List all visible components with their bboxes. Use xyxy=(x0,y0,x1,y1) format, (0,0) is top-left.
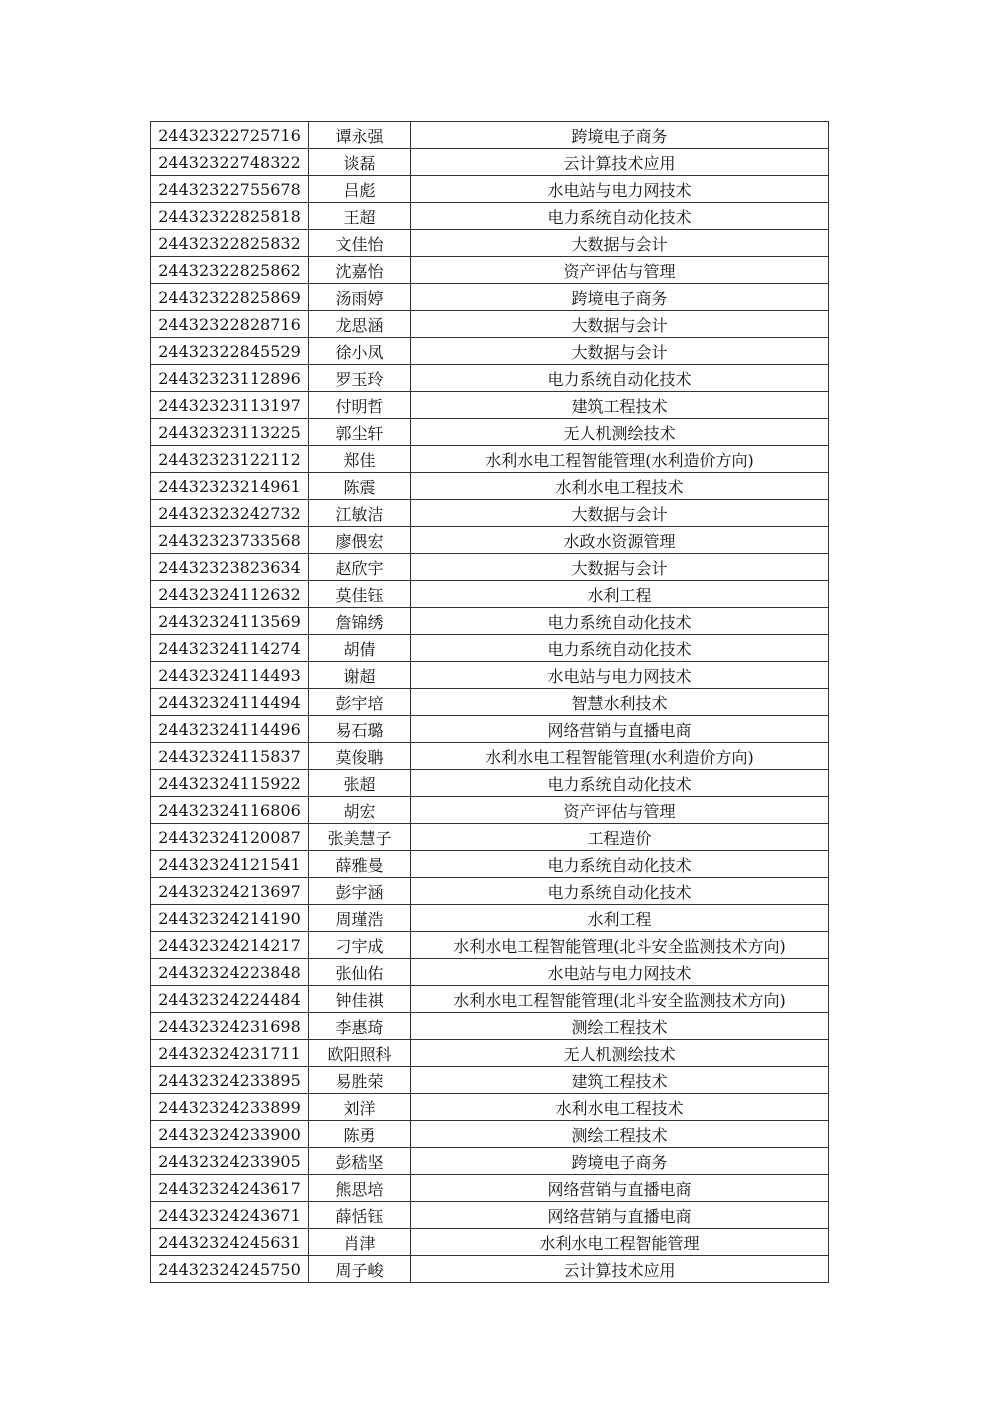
student-name-cell: 莫佳钰 xyxy=(309,581,411,608)
major-cell: 水利水电工程智能管理(北斗安全监测技术方向) xyxy=(411,986,829,1013)
exam-number-cell: 24432324243671 xyxy=(151,1202,309,1229)
exam-number-cell: 24432322825862 xyxy=(151,257,309,284)
exam-number-cell: 24432324115837 xyxy=(151,743,309,770)
major-cell: 大数据与会计 xyxy=(411,500,829,527)
table-row xyxy=(151,446,829,473)
major-cell: 电力系统自动化技术 xyxy=(411,203,829,230)
table-row xyxy=(151,122,829,149)
major-cell: 电力系统自动化技术 xyxy=(411,851,829,878)
exam-number-cell: 24432322725716 xyxy=(151,122,309,149)
table-row xyxy=(151,203,829,230)
table-row xyxy=(151,1229,829,1256)
student-name-cell: 江敏洁 xyxy=(309,500,411,527)
exam-number-cell: 24432324120087 xyxy=(151,824,309,851)
table-row xyxy=(151,1013,829,1040)
table-row xyxy=(151,473,829,500)
student-name-cell: 周瑾浩 xyxy=(309,905,411,932)
student-name-cell: 彭嵇坚 xyxy=(309,1148,411,1175)
student-name-cell: 郭尘轩 xyxy=(309,419,411,446)
exam-number-cell: 24432324116806 xyxy=(151,797,309,824)
table-row xyxy=(151,797,829,824)
major-cell: 水政水资源管理 xyxy=(411,527,829,554)
table-row xyxy=(151,743,829,770)
exam-number-cell: 24432324233895 xyxy=(151,1067,309,1094)
major-cell: 大数据与会计 xyxy=(411,338,829,365)
table-row xyxy=(151,689,829,716)
major-cell: 水利工程 xyxy=(411,905,829,932)
exam-number-cell: 24432322825869 xyxy=(151,284,309,311)
major-cell: 电力系统自动化技术 xyxy=(411,635,829,662)
table-row xyxy=(151,1121,829,1148)
student-name-cell: 沈嘉怡 xyxy=(309,257,411,284)
major-cell: 测绘工程技术 xyxy=(411,1121,829,1148)
table-row xyxy=(151,770,829,797)
student-name-cell: 胡倩 xyxy=(309,635,411,662)
exam-number-cell: 24432322828716 xyxy=(151,311,309,338)
exam-number-cell: 24432324121541 xyxy=(151,851,309,878)
student-name-cell: 廖偎宏 xyxy=(309,527,411,554)
exam-number-cell: 24432324224484 xyxy=(151,986,309,1013)
exam-number-cell: 24432323112896 xyxy=(151,365,309,392)
table-row xyxy=(151,176,829,203)
exam-number-cell: 24432324114494 xyxy=(151,689,309,716)
table-row xyxy=(151,878,829,905)
table-row xyxy=(151,581,829,608)
table-row xyxy=(151,608,829,635)
student-name-cell: 熊思培 xyxy=(309,1175,411,1202)
exam-number-cell: 24432323122112 xyxy=(151,446,309,473)
student-name-cell: 陈震 xyxy=(309,473,411,500)
exam-number-cell: 24432324243617 xyxy=(151,1175,309,1202)
major-cell: 测绘工程技术 xyxy=(411,1013,829,1040)
table-row xyxy=(151,1148,829,1175)
table-row xyxy=(151,230,829,257)
table-row xyxy=(151,716,829,743)
major-cell: 电力系统自动化技术 xyxy=(411,365,829,392)
student-name-cell: 周子峻 xyxy=(309,1256,411,1283)
table-row xyxy=(151,365,829,392)
student-name-cell: 易石璐 xyxy=(309,716,411,743)
exam-number-cell: 24432324214190 xyxy=(151,905,309,932)
major-cell: 大数据与会计 xyxy=(411,230,829,257)
major-cell: 水利水电工程技术 xyxy=(411,1094,829,1121)
major-cell: 云计算技术应用 xyxy=(411,149,829,176)
student-name-cell: 谢超 xyxy=(309,662,411,689)
table-row xyxy=(151,1040,829,1067)
student-name-cell: 罗玉玲 xyxy=(309,365,411,392)
exam-number-cell: 24432323242732 xyxy=(151,500,309,527)
table-row xyxy=(151,284,829,311)
table-row xyxy=(151,932,829,959)
table-row xyxy=(151,311,829,338)
exam-number-cell: 24432323214961 xyxy=(151,473,309,500)
table-row xyxy=(151,1175,829,1202)
student-name-cell: 胡宏 xyxy=(309,797,411,824)
major-cell: 水利水电工程智能管理(北斗安全监测技术方向) xyxy=(411,932,829,959)
exam-number-cell: 24432322748322 xyxy=(151,149,309,176)
major-cell: 水电站与电力网技术 xyxy=(411,176,829,203)
exam-number-cell: 24432323113225 xyxy=(151,419,309,446)
student-name-cell: 王超 xyxy=(309,203,411,230)
major-cell: 跨境电子商务 xyxy=(411,122,829,149)
major-cell: 水电站与电力网技术 xyxy=(411,959,829,986)
exam-number-cell: 24432324245631 xyxy=(151,1229,309,1256)
table-row xyxy=(151,1202,829,1229)
student-name-cell: 易胜荣 xyxy=(309,1067,411,1094)
student-name-cell: 徐小凤 xyxy=(309,338,411,365)
exam-number-cell: 24432323113197 xyxy=(151,392,309,419)
table-row xyxy=(151,554,829,581)
table-row xyxy=(151,1256,829,1283)
table-row xyxy=(151,851,829,878)
student-name-cell: 张超 xyxy=(309,770,411,797)
student-name-cell: 汤雨婷 xyxy=(309,284,411,311)
exam-number-cell: 24432324233899 xyxy=(151,1094,309,1121)
major-cell: 工程造价 xyxy=(411,824,829,851)
exam-number-cell: 24432322755678 xyxy=(151,176,309,203)
exam-number-cell: 24432324114496 xyxy=(151,716,309,743)
exam-number-cell: 24432322845529 xyxy=(151,338,309,365)
major-cell: 跨境电子商务 xyxy=(411,284,829,311)
table-row xyxy=(151,959,829,986)
student-name-cell: 谈磊 xyxy=(309,149,411,176)
major-cell: 网络营销与直播电商 xyxy=(411,716,829,743)
table-row xyxy=(151,905,829,932)
table-row xyxy=(151,338,829,365)
exam-number-cell: 24432324233905 xyxy=(151,1148,309,1175)
major-cell: 资产评估与管理 xyxy=(411,257,829,284)
table-row xyxy=(151,824,829,851)
exam-number-cell: 24432324245750 xyxy=(151,1256,309,1283)
major-cell: 水利水电工程智能管理(水利造价方向) xyxy=(411,446,829,473)
table-row xyxy=(151,1067,829,1094)
exam-number-cell: 24432324112632 xyxy=(151,581,309,608)
exam-number-cell: 24432324214217 xyxy=(151,932,309,959)
table-row xyxy=(151,635,829,662)
major-cell: 水利水电工程智能管理(水利造价方向) xyxy=(411,743,829,770)
major-cell: 网络营销与直播电商 xyxy=(411,1202,829,1229)
major-cell: 电力系统自动化技术 xyxy=(411,608,829,635)
student-name-cell: 詹锦绣 xyxy=(309,608,411,635)
student-name-cell: 谭永强 xyxy=(309,122,411,149)
exam-number-cell: 24432324114493 xyxy=(151,662,309,689)
exam-number-cell: 24432324115922 xyxy=(151,770,309,797)
major-cell: 水利工程 xyxy=(411,581,829,608)
student-name-cell: 钟佳祺 xyxy=(309,986,411,1013)
student-name-cell: 莫俊聃 xyxy=(309,743,411,770)
major-cell: 无人机测绘技术 xyxy=(411,1040,829,1067)
exam-number-cell: 24432322825832 xyxy=(151,230,309,257)
major-cell: 大数据与会计 xyxy=(411,554,829,581)
student-name-cell: 陈勇 xyxy=(309,1121,411,1148)
major-cell: 网络营销与直播电商 xyxy=(411,1175,829,1202)
student-name-cell: 薛恬钰 xyxy=(309,1202,411,1229)
student-name-cell: 吕彪 xyxy=(309,176,411,203)
exam-number-cell: 24432324231711 xyxy=(151,1040,309,1067)
exam-number-cell: 24432322825818 xyxy=(151,203,309,230)
student-name-cell: 赵欣宇 xyxy=(309,554,411,581)
student-name-cell: 彭宇培 xyxy=(309,689,411,716)
exam-number-cell: 24432324113569 xyxy=(151,608,309,635)
major-cell: 水利水电工程技术 xyxy=(411,473,829,500)
student-name-cell: 肖津 xyxy=(309,1229,411,1256)
student-name-cell: 薛雅曼 xyxy=(309,851,411,878)
major-cell: 跨境电子商务 xyxy=(411,1148,829,1175)
major-cell: 资产评估与管理 xyxy=(411,797,829,824)
student-name-cell: 龙思涵 xyxy=(309,311,411,338)
student-name-cell: 文佳怡 xyxy=(309,230,411,257)
table-row xyxy=(151,986,829,1013)
student-roster-table xyxy=(150,121,829,1283)
major-cell: 建筑工程技术 xyxy=(411,392,829,419)
table-row xyxy=(151,257,829,284)
student-name-cell: 李惠琦 xyxy=(309,1013,411,1040)
exam-number-cell: 24432324231698 xyxy=(151,1013,309,1040)
student-name-cell: 刁宇成 xyxy=(309,932,411,959)
exam-number-cell: 24432324223848 xyxy=(151,959,309,986)
roster-body xyxy=(151,122,829,1283)
student-name-cell: 郑佳 xyxy=(309,446,411,473)
exam-number-cell: 24432324114274 xyxy=(151,635,309,662)
major-cell: 水利水电工程智能管理 xyxy=(411,1229,829,1256)
student-name-cell: 欧阳照科 xyxy=(309,1040,411,1067)
exam-number-cell: 24432324233900 xyxy=(151,1121,309,1148)
major-cell: 电力系统自动化技术 xyxy=(411,770,829,797)
student-name-cell: 张仙佑 xyxy=(309,959,411,986)
exam-number-cell: 24432324213697 xyxy=(151,878,309,905)
exam-number-cell: 24432323823634 xyxy=(151,554,309,581)
table-row xyxy=(151,662,829,689)
table-row xyxy=(151,149,829,176)
table-row xyxy=(151,500,829,527)
major-cell: 电力系统自动化技术 xyxy=(411,878,829,905)
major-cell: 水电站与电力网技术 xyxy=(411,662,829,689)
student-name-cell: 张美慧子 xyxy=(309,824,411,851)
table-row xyxy=(151,527,829,554)
exam-number-cell: 24432323733568 xyxy=(151,527,309,554)
table-row xyxy=(151,419,829,446)
major-cell: 大数据与会计 xyxy=(411,311,829,338)
student-name-cell: 刘洋 xyxy=(309,1094,411,1121)
table-row xyxy=(151,392,829,419)
major-cell: 建筑工程技术 xyxy=(411,1067,829,1094)
major-cell: 云计算技术应用 xyxy=(411,1256,829,1283)
table-row xyxy=(151,1094,829,1121)
student-name-cell: 彭宇涵 xyxy=(309,878,411,905)
major-cell: 无人机测绘技术 xyxy=(411,419,829,446)
major-cell: 智慧水利技术 xyxy=(411,689,829,716)
student-name-cell: 付明哲 xyxy=(309,392,411,419)
